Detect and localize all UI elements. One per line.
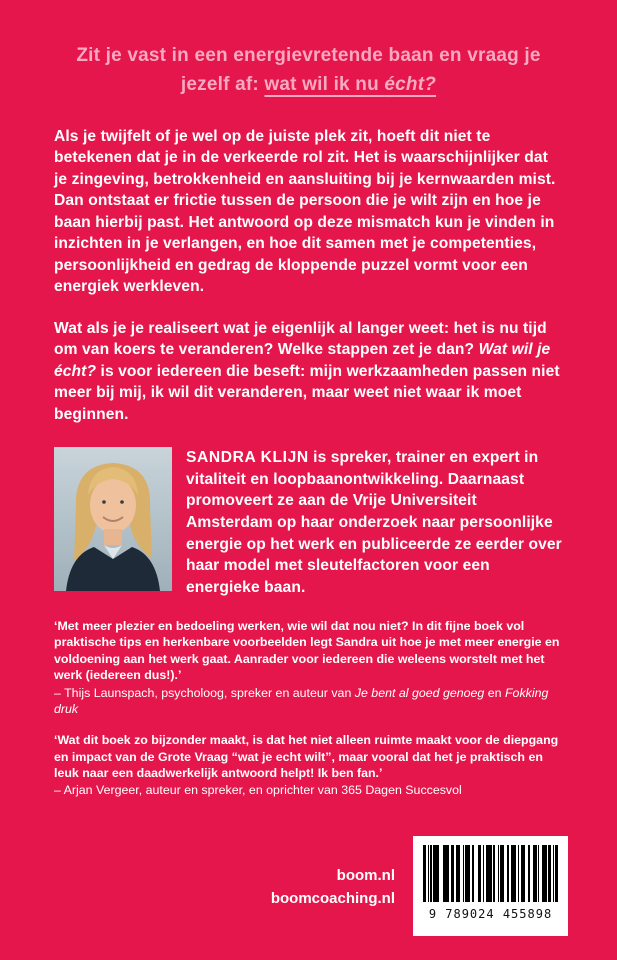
tagline-text: Zit je vast in een energievretende baan en vraag je jezelf af: xyxy=(76,45,541,95)
tagline-underlined-italic: écht? xyxy=(384,73,437,95)
author-section xyxy=(54,447,563,598)
publisher-site-boom: boom.nl xyxy=(336,866,395,884)
author-name: SANDRA KLIJN xyxy=(186,449,309,467)
author-bio xyxy=(186,447,563,598)
blurb-paragraph-2-start: Wat als je je realiseert wat je eigenlijk al langer weet: het is nu tijd om van koers te veranderen? Welke stappen zet je dan? xyxy=(54,319,547,359)
quote-1 xyxy=(54,618,563,717)
quote-1-book-title-1: Je bent al goed genoeg xyxy=(354,685,485,700)
author-bio-text: is spreker, trainer en expert in vitaliteit en loopbaanontwikkeling. Daarnaast promoveert ze aan de Vrije Universiteit Amsterdam op haar onderzoek naar persoonlijke energie op het werk en publiceerde ze eerder over haar model met sleutelfactoren voor een energieke baan. xyxy=(186,449,562,596)
quote-2-attribution: – Arjan Vergeer, auteur en spreker, en oprichter van 365 Dagen Succesvol xyxy=(54,783,462,798)
barcode xyxy=(413,836,568,936)
quote-1-text: ‘Met meer plezier en bedoeling werken, wie wil dat nou niet? In dit fijne boek vol praktische tips en herkenbare voorbeelden legt Sandra uit hoe je met meer energie en voldoening aan het werk gaat. Aanrader voor iedereen die weleens worstelt met het werk (iedereen dus!).’ xyxy=(54,619,560,683)
book-title-inline: Wat wil je écht? xyxy=(54,341,551,380)
tagline-underlined: wat wil ik nu xyxy=(264,73,385,95)
quote-2 xyxy=(54,732,563,799)
quote-1-attribution-middle: en xyxy=(484,685,505,700)
publisher-site-boomcoaching: boomcoaching.nl xyxy=(270,889,395,907)
endorsement-quotes xyxy=(54,618,563,799)
blurb-paragraph-2-end: is voor iedereen die beseft: mijn werkzaamheden passen niet meer bij mij, ik wil dit veranderen, maar weet niet waar ik moet beginnen. xyxy=(54,362,560,423)
quote-1-book-title-2: Fokking druk xyxy=(54,685,549,716)
barcode-number: 9 789024 455898 xyxy=(428,907,553,921)
blurb-text-block xyxy=(54,126,563,426)
author-photo xyxy=(54,447,172,591)
tagline-heading xyxy=(66,42,551,100)
blurb-paragraph-2 xyxy=(54,318,563,426)
quote-1-attribution xyxy=(54,685,563,718)
publisher-websites xyxy=(271,864,395,911)
quote-2-text: ‘Wat dit boek zo bijzonder maakt, is dat het niet alleen ruimte maakt voor de diepgang en impact van de Grote Vraag “wat je echt wilt”, maar vooral dat het je praktisch en leuk naar een daadwerkelijk antwoord helpt! Ik ben fan.’ xyxy=(54,733,559,781)
blurb-paragraph-1: Als je twijfelt of je wel op de juiste plek zit, hoeft dit niet te betekenen dat je in de verkeerde rol zit. Het is waarschijnlijker dat je zingeving, betrokkenheid en aansluiting bij je kernwaarden mist. Dan ontstaat er frictie tussen de persoon die je wilt zijn en hoe je baan hierbij past. Het antwoord op deze mismatch kun je vinden in inzichten in je verlangen, en hoe dit samen met je competenties, persoonlijkheid en gedrag de kloppende puzzel vormt voor een energiek werkleven. xyxy=(54,127,556,296)
quote-1-attribution-start: – Thijs Launspach, psycholoog, spreker en auteur van xyxy=(54,685,355,700)
barcode-bars xyxy=(423,845,558,902)
